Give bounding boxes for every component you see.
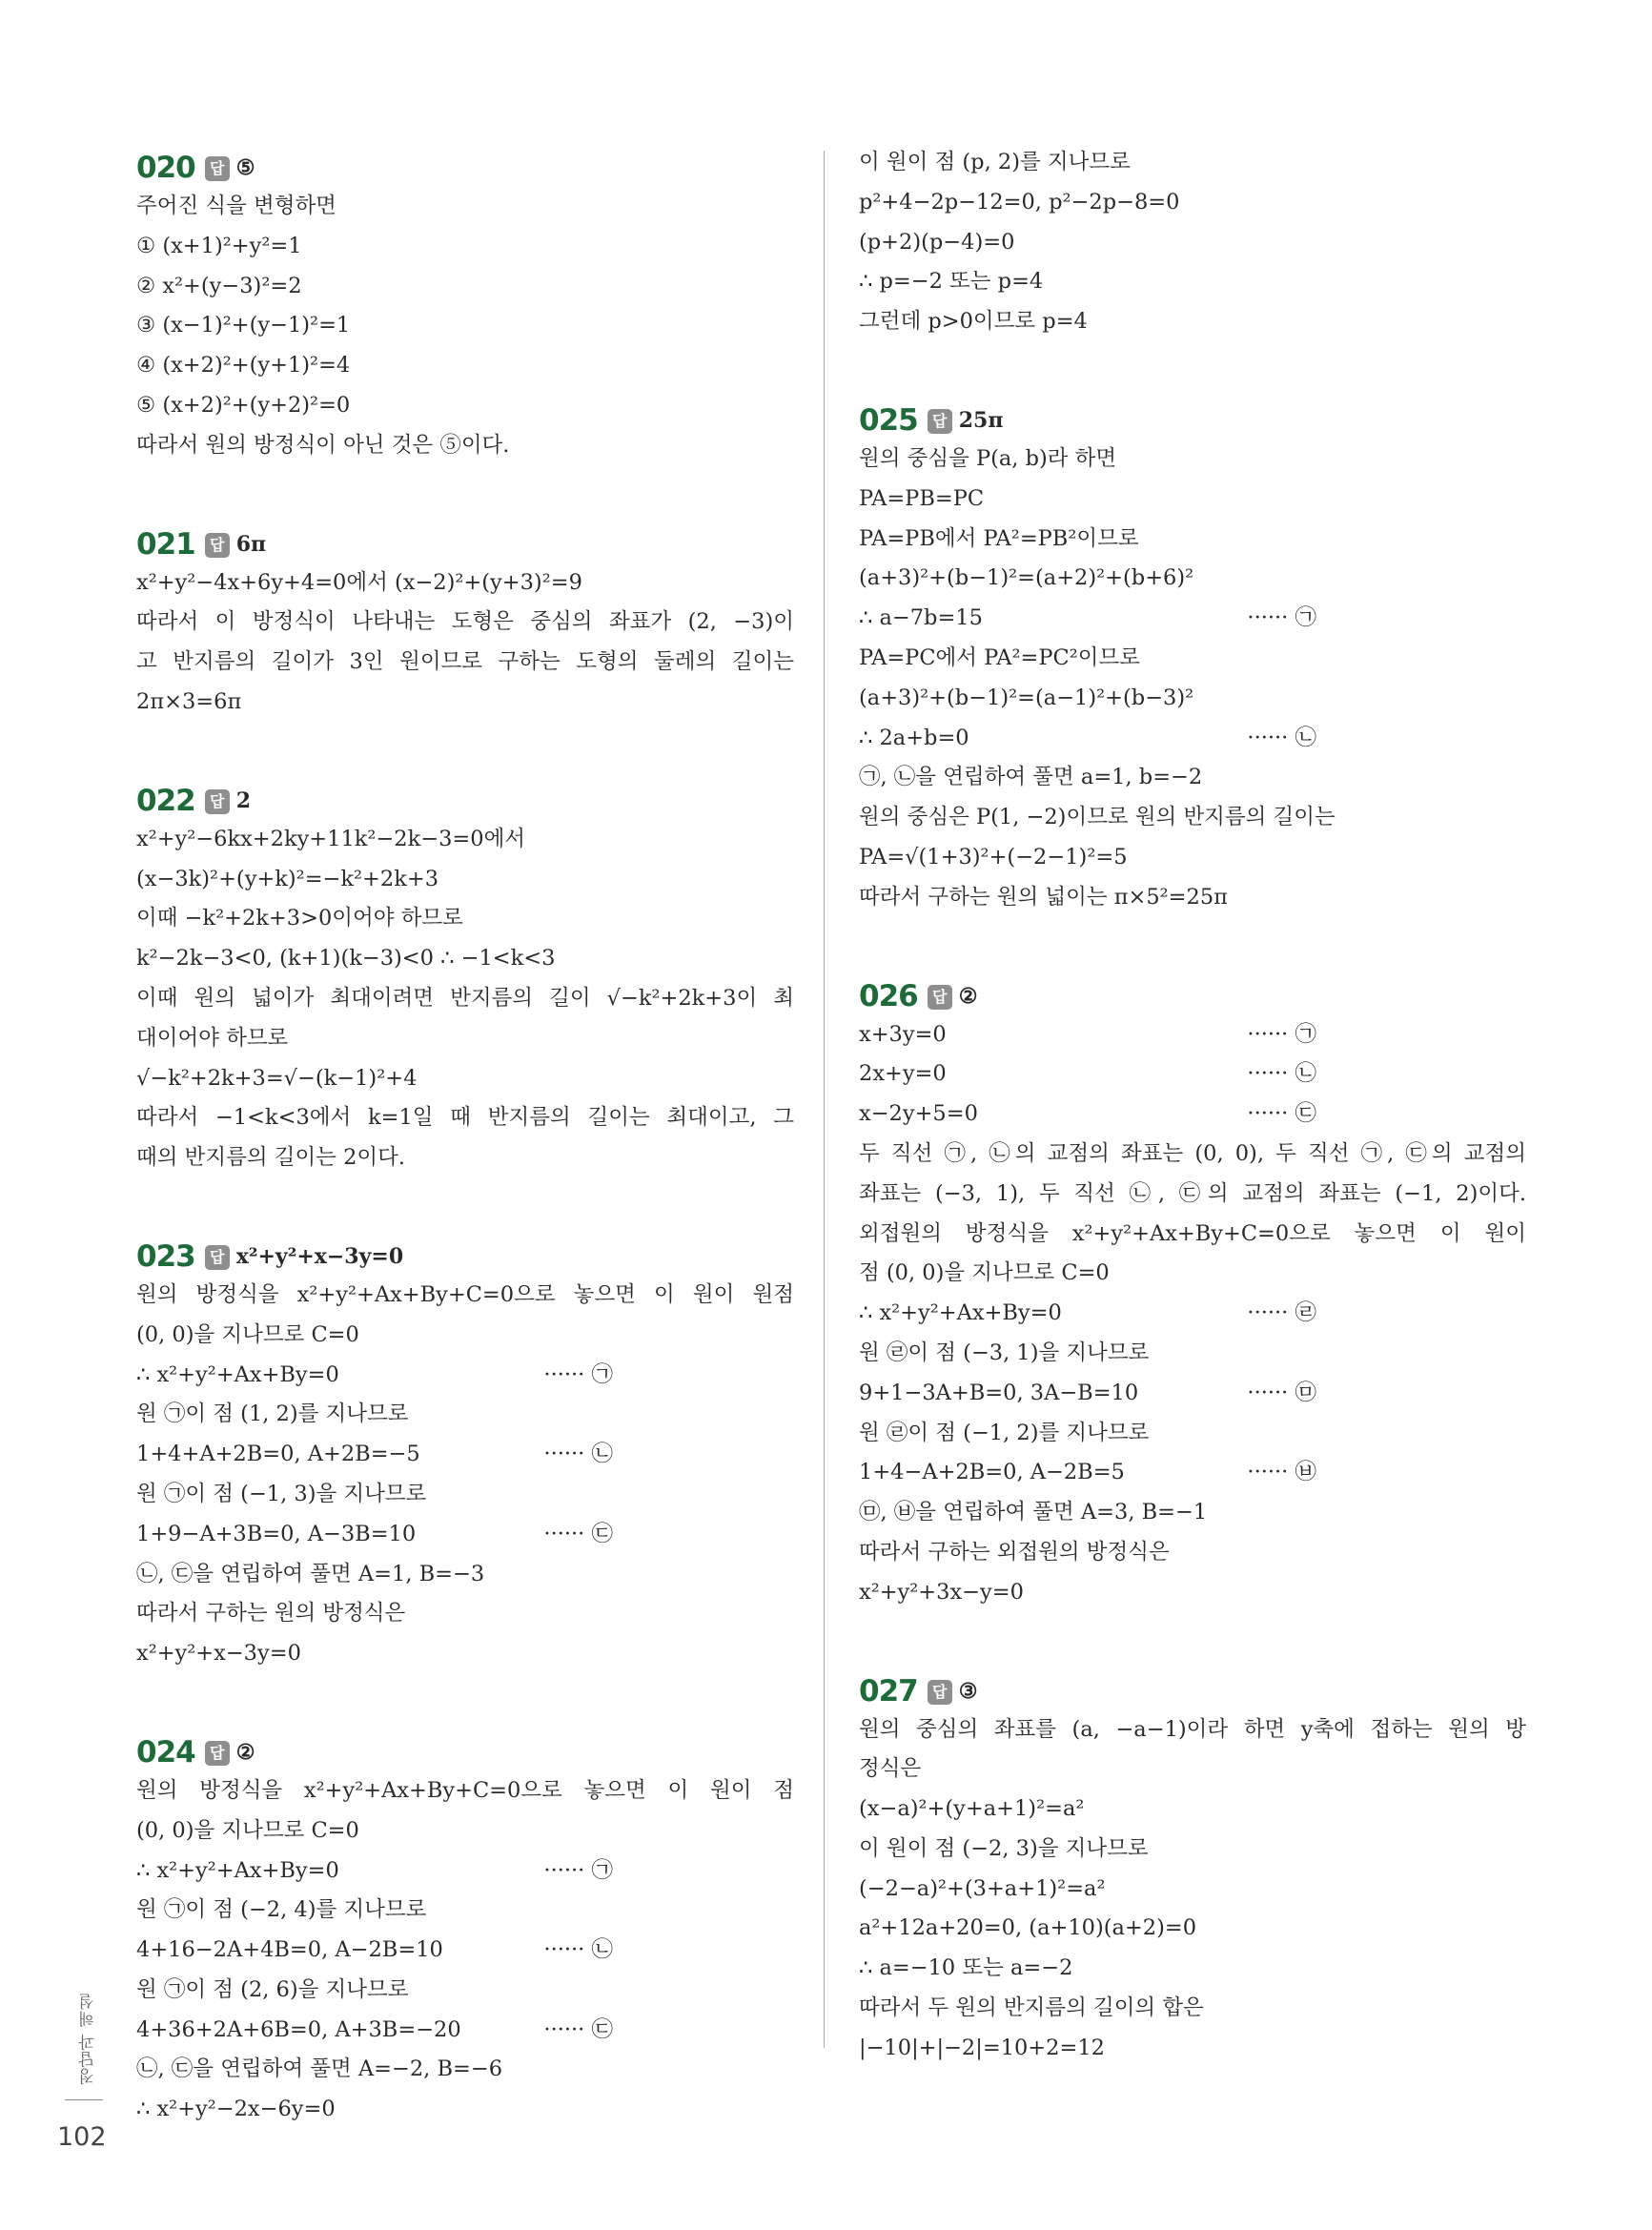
- problem-header: [859, 396, 1526, 440]
- solution-line: [859, 1790, 1526, 1830]
- solution-line: [859, 719, 1526, 759]
- solution-line: [136, 1594, 794, 1634]
- solution-text: 4+16−2A+4B=0, A−2B=10: [136, 1937, 443, 1963]
- problem-number: 022: [136, 783, 195, 818]
- problem-number: 027: [859, 1673, 918, 1708]
- column-divider: [824, 151, 825, 2048]
- solution-line: [136, 603, 794, 643]
- solution-line: [859, 302, 1526, 342]
- equation-marker: ······ ㉢: [1247, 1101, 1316, 1127]
- equation-marker: ······ ㉠: [543, 1361, 613, 1387]
- solution-line: [859, 1493, 1526, 1533]
- solution-text: 원 ㉣이 점 (−1, 2)를 지나므로: [859, 1420, 1150, 1445]
- answer-badge: 답: [928, 409, 952, 434]
- solution-line: [136, 1771, 794, 1811]
- solution-line: [136, 227, 794, 267]
- solution-text: |−10|+|−2|=10+2=12: [859, 2035, 1105, 2060]
- problem-number: 020: [136, 151, 195, 185]
- equation-marker: ······ ㉥: [1247, 1460, 1316, 1485]
- solution-line: [136, 187, 794, 227]
- solution-line: [136, 1931, 794, 1971]
- solution-text: 따라서 원의 방정식이 아닌 것은 ⑤이다.: [136, 432, 510, 458]
- solution-text: ∴ a−7b=15: [859, 605, 983, 631]
- solution-text: 2π×3=6π: [136, 688, 242, 714]
- solution-text: x²+y²+x−3y=0: [136, 1641, 301, 1667]
- solution-line: [859, 1254, 1526, 1294]
- solution-line: [859, 1870, 1526, 1910]
- answer-value: x²+y²+x−3y=0: [235, 1243, 404, 1269]
- solution-line: [136, 1316, 794, 1356]
- solution-line: [136, 683, 794, 723]
- solution-line: [859, 143, 1526, 183]
- problem: [859, 1667, 1526, 2069]
- solution-line: [859, 679, 1526, 719]
- solution-line: [136, 1138, 794, 1178]
- solution-line: [859, 1710, 1526, 1750]
- solution-line: [136, 939, 794, 979]
- problem: [136, 1728, 794, 2130]
- solution-line: [859, 440, 1526, 480]
- solution-text: 대이어야 하므로: [136, 1025, 289, 1051]
- solution-line: [859, 639, 1526, 679]
- solution-text: (x−a)²+(y+a+1)²=a²: [859, 1796, 1085, 1822]
- solution-line: [859, 262, 1526, 302]
- solution-line: [136, 346, 794, 386]
- solution-text: PA=√(1+3)²+(−2−1)²=5: [859, 844, 1128, 869]
- answer-value: ⑤: [235, 155, 255, 180]
- answer-badge: 답: [205, 789, 230, 814]
- solution-line: [136, 1555, 794, 1595]
- solution-text: 원 ㉣이 점 (−3, 1)을 지나므로: [859, 1340, 1150, 1365]
- equation-marker: ······ ㉡: [543, 1442, 613, 1467]
- problem-header: [136, 1232, 794, 1276]
- solution-text: 원의 방정식을 x²+y²+Ax+By+C=0으로 놓으면 이 원이 원점: [136, 1281, 794, 1307]
- solution-text: 두 직선 ㉠, ㉡의 교점의 좌표는 (0, 0), 두 직선 ㉠, ㉢의 교점의: [859, 1140, 1526, 1166]
- equation-marker: ······ ㉢: [543, 1521, 613, 1546]
- solution-line: [859, 1294, 1526, 1334]
- problem-header: [136, 143, 794, 187]
- solution-line: [859, 1135, 1526, 1175]
- solution-text: ① (x+1)²+y²=1: [136, 233, 302, 258]
- solution-line: [136, 1475, 794, 1515]
- solution-text: 1+4−A+2B=0, A−2B=5: [859, 1460, 1125, 1485]
- solution-line: [136, 563, 794, 604]
- solution-line: [859, 838, 1526, 878]
- solution-line: [859, 1989, 1526, 2029]
- solution-text: 원의 중심의 좌표를 (a, −a−1)이라 하면 y축에 접하는 원의 방: [859, 1716, 1526, 1742]
- solution-text: ∴ x²+y²+Ax+By=0: [136, 1857, 339, 1883]
- equation-marker: ······ ㉡: [1247, 725, 1316, 750]
- solution-text: ㉠, ㉡을 연립하여 풀면 a=1, b=−2: [859, 765, 1203, 790]
- solution-text: p²+4−2p−12=0, p²−2p−8=0: [859, 189, 1180, 215]
- solution-text: 따라서 구하는 원의 넓이는 π×5²=25π: [859, 884, 1228, 910]
- solution-text: 4+36+2A+6B=0, A+3B=−20: [136, 2016, 461, 2042]
- left-column: [136, 143, 794, 2183]
- problem-header: [136, 776, 794, 820]
- solution-text: x−2y+5=0: [859, 1101, 978, 1127]
- solution-line: [859, 480, 1526, 520]
- solution-text: 원 ㉠이 점 (2, 6)을 지나므로: [136, 1976, 409, 2002]
- solution-text: 그런데 p>0이므로 p=4: [859, 309, 1088, 335]
- solution-text: 원 ㉠이 점 (−2, 4)를 지나므로: [136, 1897, 427, 1923]
- solution-line: [136, 1435, 794, 1475]
- solution-text: 외접원의 방정식을 x²+y²+Ax+By+C=0으로 놓으면 이 원이: [859, 1220, 1526, 1246]
- solution-text: x²+y²−6kx+2ky+11k²−2k−3=0에서: [136, 826, 526, 851]
- equation-marker: ······ ㉠: [543, 1857, 613, 1883]
- right-column: [859, 143, 1526, 2122]
- problem: [136, 520, 794, 723]
- answer-value: 6π: [235, 531, 267, 557]
- solution-text: ∴ p=−2 또는 p=4: [859, 269, 1044, 295]
- equation-marker: ······ ㉠: [1247, 605, 1316, 631]
- sidebar-label: 정답과 해설: [79, 1993, 98, 2085]
- solution-text: PA=PB에서 PA²=PB²이므로: [859, 525, 1139, 551]
- solution-line: [859, 1015, 1526, 1055]
- answer-badge: 답: [928, 1680, 952, 1705]
- solution-text: 따라서 이 방정식이 나타내는 도형은 중심의 좌표가 (2, −3)이: [136, 609, 794, 635]
- equation-marker: ······ ㉤: [1247, 1380, 1316, 1405]
- solution-line: [859, 1573, 1526, 1613]
- solution-line: [859, 1215, 1526, 1255]
- equation-marker: ······ ㉡: [543, 1937, 613, 1963]
- problem-number: 021: [136, 526, 195, 562]
- solution-line: [859, 520, 1526, 560]
- solution-text: x²+y²+3x−y=0: [859, 1579, 1024, 1605]
- solution-text: ③ (x−1)²+(y−1)²=1: [136, 313, 351, 338]
- solution-text: 점 (0, 0)을 지나므로 C=0: [859, 1260, 1110, 1286]
- solution-text: PA=PB=PC: [859, 485, 985, 511]
- solution-text: 원 ㉠이 점 (1, 2)를 지나므로: [136, 1401, 409, 1427]
- equation-marker: ······ ㉠: [1247, 1021, 1316, 1047]
- solution-line: [136, 1276, 794, 1316]
- solution-line: [136, 1098, 794, 1138]
- solution-text: 원의 중심을 P(a, b)라 하면: [859, 445, 1117, 471]
- solution-text: 때의 반지름의 길이는 2이다.: [136, 1145, 406, 1171]
- solution-line: [859, 878, 1526, 918]
- equation-marker: ······ ㉣: [1247, 1300, 1316, 1326]
- solution-text: √−k²+2k+3=√−(k−1)²+4: [136, 1065, 418, 1091]
- sidebar: [57, 1993, 99, 2107]
- solution-text: ㉡, ㉢을 연립하여 풀면 A=1, B=−3: [136, 1561, 485, 1586]
- solution-text: 원의 방정식을 x²+y²+Ax+By+C=0으로 놓으면 이 원이 점: [136, 1777, 794, 1803]
- solution-line: [859, 1095, 1526, 1135]
- equation-marker: ······ ㉡: [1247, 1061, 1316, 1087]
- solution-text: 고 반지름의 길이가 3인 원이므로 구하는 도형의 둘레의 길이는: [136, 649, 794, 675]
- solution-text: (a+3)²+(b−1)²=(a+2)²+(b+6)²: [859, 565, 1194, 591]
- solution-text: ④ (x+2)²+(y+1)²=4: [136, 353, 351, 378]
- problem-number: 026: [859, 978, 918, 1013]
- solution-line: [859, 1175, 1526, 1215]
- problem: [859, 143, 1526, 342]
- solution-line: [136, 426, 794, 466]
- solution-line: [859, 1374, 1526, 1414]
- solution-text: 이 원이 점 (−2, 3)을 지나므로: [859, 1835, 1149, 1861]
- solution-text: ㉤, ㉥을 연립하여 풀면 A=3, B=−1: [859, 1500, 1208, 1525]
- answer-value: 2: [235, 788, 252, 813]
- solution-line: [859, 1909, 1526, 1949]
- solution-line: [136, 643, 794, 683]
- solution-line: [859, 2029, 1526, 2069]
- solution-line: [136, 979, 794, 1019]
- solution-line: [859, 1749, 1526, 1790]
- solution-text: 좌표는 (−3, 1), 두 직선 ㉡, ㉢의 교점의 좌표는 (−1, 2)이다.: [859, 1180, 1526, 1206]
- solution-line: [859, 1414, 1526, 1454]
- solution-text: (a+3)²+(b−1)²=(a−1)²+(b−3)²: [859, 685, 1194, 710]
- solution-line: [859, 1830, 1526, 1870]
- solution-text: 1+9−A+3B=0, A−3B=10: [136, 1521, 417, 1546]
- problem-header: [136, 1728, 794, 1771]
- solution-text: 이 원이 점 (p, 2)를 지나므로: [859, 150, 1131, 174]
- solution-line: [136, 306, 794, 346]
- solution-line: [859, 758, 1526, 798]
- solution-text: (x−3k)²+(y+k)²=−k²+2k+3: [136, 866, 439, 891]
- problem-number: 023: [136, 1238, 195, 1274]
- answer-badge: 답: [205, 156, 230, 181]
- solution-text: 원 ㉠이 점 (−1, 3)을 지나므로: [136, 1481, 427, 1506]
- problem-header: [859, 972, 1526, 1015]
- page-number: 102: [57, 2122, 107, 2152]
- solution-line: [136, 1971, 794, 2011]
- solution-text: 2x+y=0: [859, 1061, 947, 1087]
- answer-badge: 답: [205, 1245, 230, 1270]
- solution-text: 따라서 두 원의 반지름의 길이의 합은: [859, 1995, 1204, 2021]
- solution-text: 따라서 구하는 원의 방정식은: [136, 1601, 406, 1626]
- solution-text: ∴ x²+y²+Ax+By=0: [859, 1300, 1062, 1326]
- problem: [136, 143, 794, 466]
- answer-value: ②: [235, 1739, 255, 1765]
- solution-text: (p+2)(p−4)=0: [859, 229, 1015, 255]
- sidebar-rule: [65, 2099, 103, 2100]
- solution-text: 9+1−3A+B=0, 3A−B=10: [859, 1380, 1139, 1405]
- answer-badge: 답: [205, 1741, 230, 1766]
- problem: [859, 396, 1526, 918]
- solution-line: [136, 860, 794, 900]
- problem-header: [859, 1667, 1526, 1710]
- solution-text: 따라서 −1<k<3에서 k=1일 때 반지름의 길이는 최대이고, 그: [136, 1105, 794, 1131]
- solution-line: [859, 599, 1526, 639]
- solution-text: 따라서 구하는 외접원의 방정식은: [859, 1539, 1170, 1565]
- solution-text: ㉡, ㉢을 연립하여 풀면 A=−2, B=−6: [136, 2056, 503, 2082]
- solution-text: 주어진 식을 변형하면: [136, 194, 337, 218]
- solution-line: [859, 1533, 1526, 1573]
- solution-line: [859, 1949, 1526, 1989]
- answer-badge: 답: [928, 985, 952, 1010]
- solution-text: x²+y²−4x+6y+4=0에서 (x−2)²+(y+3)²=9: [136, 569, 582, 595]
- solution-line: [136, 1019, 794, 1059]
- solution-line: [859, 559, 1526, 599]
- equation-marker: ······ ㉢: [543, 2016, 613, 2042]
- solution-line: [859, 798, 1526, 838]
- answer-badge: 답: [205, 533, 230, 558]
- solution-text: ② x²+(y−3)²=2: [136, 273, 302, 298]
- solution-text: ⑤ (x+2)²+(y+2)²=0: [136, 392, 351, 418]
- problem-number: 025: [859, 402, 918, 438]
- solution-line: [136, 1356, 794, 1396]
- solution-text: (0, 0)을 지나므로 C=0: [136, 1817, 359, 1843]
- problem-header: [136, 520, 794, 563]
- solution-line: [859, 1334, 1526, 1374]
- solution-line: [136, 1634, 794, 1674]
- solution-line: [136, 1891, 794, 1931]
- solution-text: k²−2k−3<0, (k+1)(k−3)<0 ∴ −1<k<3: [136, 946, 556, 972]
- solution-line: [136, 2011, 794, 2051]
- problem-number: 024: [136, 1734, 195, 1770]
- solution-text: ∴ a=−10 또는 a=−2: [859, 1955, 1073, 1981]
- solution-text: 정식은: [859, 1756, 922, 1782]
- answer-value: 25π: [958, 407, 1004, 433]
- answer-value: ③: [958, 1678, 978, 1704]
- solution-text: x+3y=0: [859, 1021, 947, 1047]
- solution-line: [136, 2090, 794, 2130]
- solution-line: [859, 1453, 1526, 1493]
- solution-line: [136, 1395, 794, 1435]
- solution-text: PA=PC에서 PA²=PC²이므로: [859, 644, 1140, 670]
- solution-text: ∴ 2a+b=0: [859, 725, 969, 750]
- solution-text: ∴ x²+y²−2x−6y=0: [136, 2097, 336, 2122]
- problem: [859, 972, 1526, 1613]
- solution-line: [136, 386, 794, 426]
- problem: [136, 1232, 794, 1674]
- solution-text: 원의 중심은 P(1, −2)이므로 원의 반지름의 길이는: [859, 805, 1336, 830]
- solution-line: [859, 223, 1526, 263]
- solution-line: [136, 267, 794, 307]
- answer-value: ②: [958, 983, 978, 1009]
- solution-line: [136, 1515, 794, 1555]
- solution-text: (−2−a)²+(3+a+1)²=a²: [859, 1875, 1106, 1901]
- solution-text: (0, 0)을 지나므로 C=0: [136, 1321, 359, 1347]
- solution-text: 이때 −k²+2k+3>0이어야 하므로: [136, 906, 463, 931]
- solution-line: [136, 820, 794, 860]
- solution-line: [859, 183, 1526, 223]
- solution-line: [859, 1054, 1526, 1095]
- solution-text: 이때 원의 넓이가 최대이려면 반지름의 길이 √−k²+2k+3이 최: [136, 985, 794, 1011]
- solution-line: [136, 1811, 794, 1852]
- solution-line: [136, 2050, 794, 2090]
- solution-text: 1+4+A+2B=0, A+2B=−5: [136, 1442, 420, 1467]
- solution-text: ∴ x²+y²+Ax+By=0: [136, 1361, 339, 1387]
- solution-line: [136, 1852, 794, 1892]
- problem: [136, 776, 794, 1178]
- solution-text: a²+12a+20=0, (a+10)(a+2)=0: [859, 1915, 1197, 1941]
- solution-line: [136, 899, 794, 939]
- solution-line: [136, 1059, 794, 1099]
